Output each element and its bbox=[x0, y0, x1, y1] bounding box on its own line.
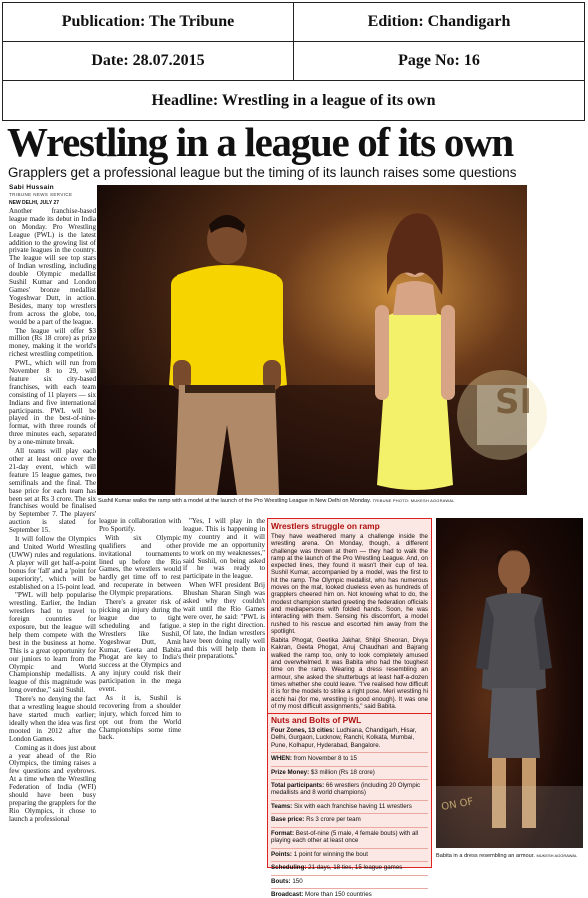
sidebar-box bbox=[267, 518, 432, 898]
babita-photo-caption: Babita in a dress resembling an armour. MUKESH AGGRAWAL bbox=[436, 853, 578, 859]
ramp-photo-image bbox=[97, 185, 533, 495]
ramp-photo-caption: Sushil Kumar walks the ramp with a model at the launch of the Pro Wrestling League in New Delhi on Monday. TRIBUNE PHOTO: MUKESH AGGRAWAL bbox=[98, 498, 455, 504]
headline-label: Headline: Wrestling in a league of its own bbox=[151, 91, 436, 109]
svg-text:ON OF: ON OF bbox=[440, 796, 475, 813]
fact-item: Bouts: 150 bbox=[271, 875, 428, 885]
babita-photo-image bbox=[436, 518, 583, 848]
fact-item: Points: 1 point for winning the bout bbox=[271, 848, 428, 858]
sidebar-title: Wrestlers struggle on ramp bbox=[271, 521, 380, 531]
article-paragraph: NEW DELHI, JULY 27 Another franchise-based league made its debut in India on Monday. Pro Wrestling League (PWL) is the latest addition to the growing list of private leagues in the country. The league will see top stars of Indian wrestling, including double Olympic medallist Sushil Kumar and London Games' bronze medallist Yogeshwar Dutt, in action. Besides, many top wrestlers from across the globe, too, would be a part of the league. bbox=[9, 200, 96, 326]
article-paragraph: As it is, Sushil is recovering from a shoulder injury, which forced him to opt out from the World Championships some time back. bbox=[99, 693, 181, 742]
fact-item: Broadcast: More than 150 countries bbox=[271, 888, 428, 898]
newspaper-clipping bbox=[5, 119, 583, 898]
byline: Sabi Hussain bbox=[9, 184, 55, 191]
article-column-2 bbox=[99, 518, 181, 743]
fact-item: Prize Money: $3 million (Rs 18 crore) bbox=[271, 766, 428, 776]
svg-text:SI: SI bbox=[495, 382, 533, 422]
article-paragraph: There's no denying the fact that a wrestling league should have started much earlier; ideally when the idea was first mooted in 2012 after the London Games. bbox=[9, 695, 96, 743]
article-paragraph: It will follow the Olympics and United World Wrestling (UWW) rules and regulations. A player will get half-a-point bonus for 'fall' and a 'point for superiority', which will be established on a 15-point lead. bbox=[9, 535, 96, 591]
article-paragraph: The league will offer $3 million (Rs 18 crore) as prize money, making it the world's richest wrestling competition. bbox=[9, 326, 96, 359]
fact-item: Base price: Rs 3 crore per team bbox=[271, 813, 428, 823]
article-paragraph: "PWL will help popularise wrestling. Earlier, the Indian wrestlers had to travel to foreign countries for exposure, but the league will help them compete with the best in the business at home. This is a great opportunity for our juniors to learn from the Olympic and World Championship medallists. A league of this magnitude was long overdue," said Sushil. bbox=[9, 591, 96, 695]
edition-label: Edition: Chandigarh bbox=[293, 3, 584, 41]
fact-item: Teams: Six with each franchise having 11 wrestlers bbox=[271, 800, 428, 810]
facts-title: Nuts and Bolts of PWL bbox=[271, 715, 362, 726]
fact-item: Total participants: 66 wrestlers (including 20 Olympic medallists and 8 world champions) bbox=[271, 779, 428, 797]
article-title: Wrestling in a league of its own bbox=[7, 119, 513, 165]
photo-credit: MUKESH AGGRAWAL bbox=[536, 853, 578, 858]
photo-credit: TRIBUNE PHOTO: MUKESH AGGRAWAL bbox=[372, 498, 455, 503]
article-paragraph: Coming as it does just about a year ahead of the Rio Olympics, the timing raises a few questions and eyebrows. At a time when the Wrestling Federation of India (WFI) should have been busy preparing the grapplers for the Rio Olympics, it chose to launch a professional bbox=[9, 743, 96, 823]
byline-agency: TRIBUNE NEWS SERVICE bbox=[9, 192, 73, 197]
publication-label: Publication: The Tribune bbox=[61, 13, 235, 30]
page-number-label: Page No: 16 bbox=[293, 42, 584, 80]
sidebar-paragraph: Babita Phogat, Geetika Jakhar, Shilpi Sheoran, Divya Kakran, Geeta Phogat, Anuj Chaudhari and Bajrang walked the ramp too, only to look completely amused and overwhelmed. It was Babita who had the toughest time on the ramp. Wearing a dress resembling an armour, she asked the shutterbugs at least half-a-dozen times whether she could leave. "I've realised how difficult it is for the models to strike a right pose. Meri wrestling hi acchi hai (for me, wrestling is good enough). It was one of my most difficult assignments," said Babita. bbox=[271, 637, 428, 710]
header-row-1 bbox=[3, 3, 584, 42]
article-deck: Grapplers get a professional league but the timing of its launch raises some questions bbox=[8, 165, 517, 180]
fact-item: Four Zones, 13 cities: Ludhiana, Chandigarh, Hisar, Delhi, Gurgaon, Lucknow, Ranchi, Kolkata, Mumbai, Pune, Kolhapur, Hyderabad, Bangalore. bbox=[271, 727, 417, 749]
article-paragraph: There's a greater risk of picking an injury during the league due to tight scheduling and fatigue. Wrestlers like Sushil, Yogeshwar Dutt, Amit Kumar, Geeta and Babita Phogat are key to India's success at the Olympics and any injury could risk their participation in the mega event. bbox=[99, 598, 181, 694]
fact-item: Format: Best-of-nine (5 male, 4 female bouts) with all playing each other at least once bbox=[271, 827, 428, 845]
article-paragraph: league in collaboration with Pro Sportify. bbox=[99, 517, 181, 533]
article-column-3 bbox=[183, 518, 265, 662]
article-paragraph: PWL, which will run from November 8 to 29, will feature six city-based franchises, with each team consisting of 11 players — six Indians and five international participants. PWL will be played in the best-of-nine-format, with three rounds of three minutes each, separated by a one-minute break. bbox=[9, 359, 96, 447]
article-column-1 bbox=[9, 200, 96, 825]
article-paragraph: With six Olympic qualifiers and other invitational tournaments lined up before the Rio Games, the wrestlers would hardly get time off to rest and recuperate in between the Olympic preparations. bbox=[99, 533, 181, 598]
clipping-header-table bbox=[2, 2, 585, 121]
fact-item: WHEN: from November 8 to 15 bbox=[271, 752, 428, 762]
ramp-photo bbox=[97, 185, 533, 495]
babita-photo bbox=[436, 518, 583, 813]
fact-item: Scheduling: 21 days, 18 ties, 15 league games bbox=[271, 861, 428, 871]
header-row-2 bbox=[3, 42, 584, 81]
dateline: NEW DELHI, JULY 27 bbox=[9, 200, 60, 206]
sidebar-body bbox=[268, 533, 431, 710]
sidebar-paragraph: They have weathered many a challenge inside the wrestling arena. On Monday, though, a different challenge was thrown at them — they had to walk the ramp at the launch of the Pro Wrestling League. And, on expected lines, they found it wasn't their cup of tea. Sushil Kumar, accompanied by a model, was the first to hit the ramp. The Olympic medallist, who has numerous moves on the mat, looked clueless even as hundreds of grapplers cheered him on. Not knowing what to do, the modest champion started greeting the federation officials and mediapersons with folded hands. Soon, he was interacting with them. Sensing his discomfort, a model rushed to his rescue and escorted him away from the spotlight. bbox=[271, 533, 428, 635]
article-paragraph: All teams will play each other at least once over the 21-day event, which will feature 15 league games, two semifinals and the final. The base price for each team has been set at Rs 3 crore. The six franchises would be finalised by September 7. The players' auction is slated for September 15. bbox=[9, 447, 96, 535]
header-row-3 bbox=[3, 81, 584, 120]
facts-list bbox=[268, 727, 431, 898]
article-paragraph: When WFI president Brij Bhushan Sharan Singh was asked why they couldn't wait until the Rio Games were over, he said: "PWL is a step in the right direction. Of late, the Indian wrestlers have been doing really well and this will help them in their preparations." bbox=[183, 581, 265, 661]
article-paragraph: "Yes, I will play in the league. This is happening in my country and it will provide me an opportunity to work on my weaknesses," said Sushil, on being asked if he was ready to participate in the league. bbox=[183, 517, 265, 581]
date-label: Date: 28.07.2015 bbox=[91, 52, 205, 69]
